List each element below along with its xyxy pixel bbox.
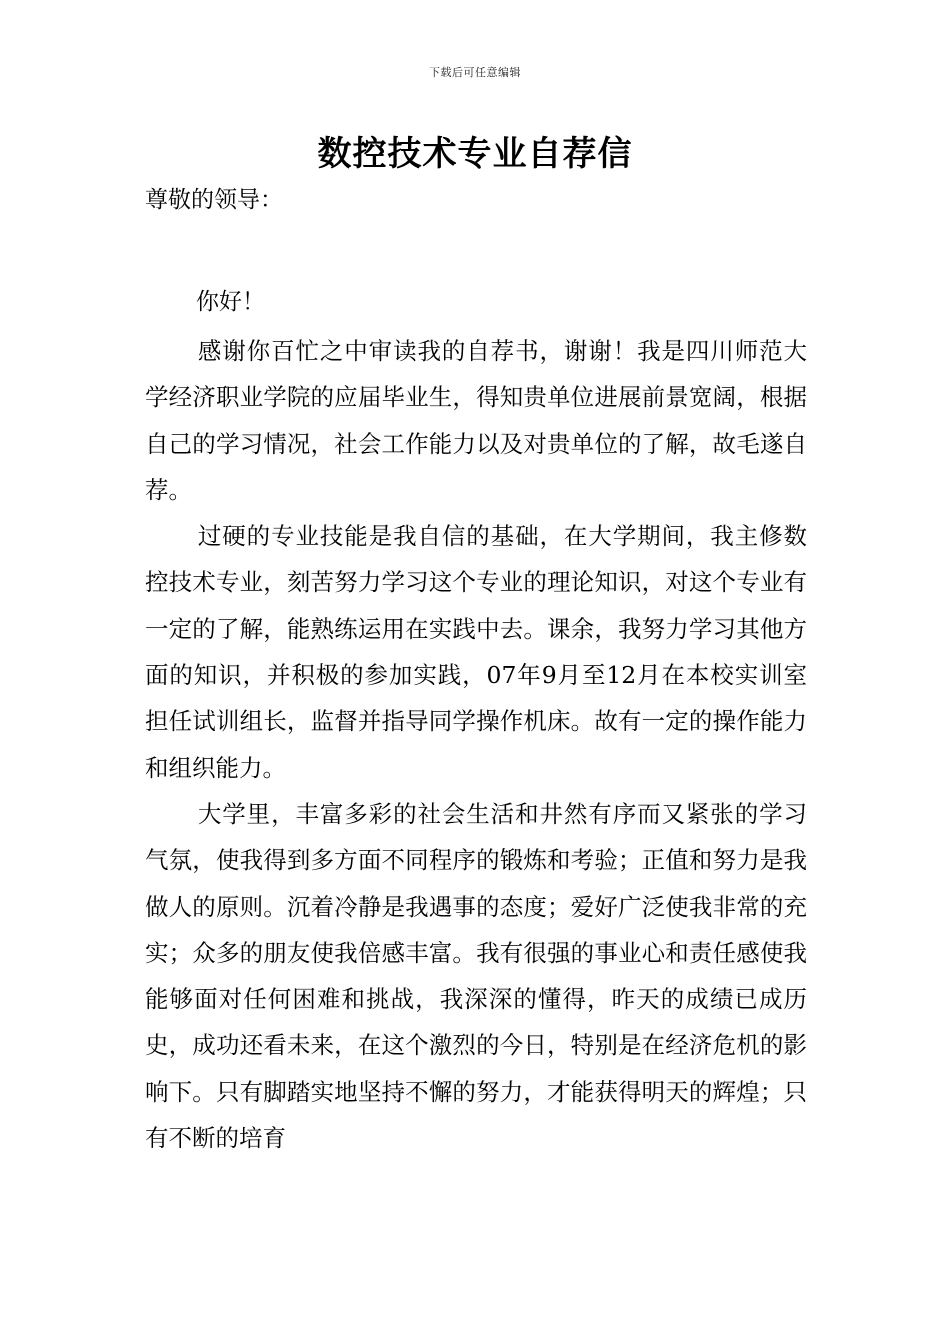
paragraph-intro: 感谢你百忙之中审读我的自荐书，谢谢！我是四川师范大学经济职业学院的应届毕业生，得知贵单位进展前景宽阔，根据自己的学习情况，社会工作能力以及对贵单位的了解，故毛遂自荐。 <box>145 337 807 504</box>
greeting: 你好！ <box>196 289 265 315</box>
document-title: 数控技术专业自荐信 <box>317 134 633 174</box>
header-note: 下载后可任意编辑 <box>429 66 521 79</box>
letter-body <box>145 328 807 1161</box>
paragraph-skills: 过硬的专业技能是我自信的基础，在大学期间，我主修数控技术专业，刻苦努力学习这个专业的理论知识，对这个专业有一定的了解，能熟练运用在实践中去。课余，我努力学习其他方面的知识，并积极的参加实践，07年9月至12月在本校实训室担任试训组长，监督并指导同学操作机床。故有一定的操作能力和组织能力。 <box>145 522 807 782</box>
paragraph-university-life: 大学里，丰富多彩的社会生活和井然有序而又紧张的学习气氛，使我得到多方面不同程序的锻炼和考验；正值和努力是我做人的原则。沉着冷静是我遇事的态度；爱好广泛使我非常的充实；众多的朋友使我倍感丰富。我有很强的事业心和责任感使我能够面对任何困难和挑战，我深深的懂得，昨天的成绩已成历史，成功还看未来，在这个激烈的今日，特别是在经济危机的影响下。只有脚踏实地坚持不懈的努力，才能获得明天的辉煌；只有不断的培育 <box>145 799 807 1153</box>
salutation: 尊敬的领导： <box>145 187 283 213</box>
